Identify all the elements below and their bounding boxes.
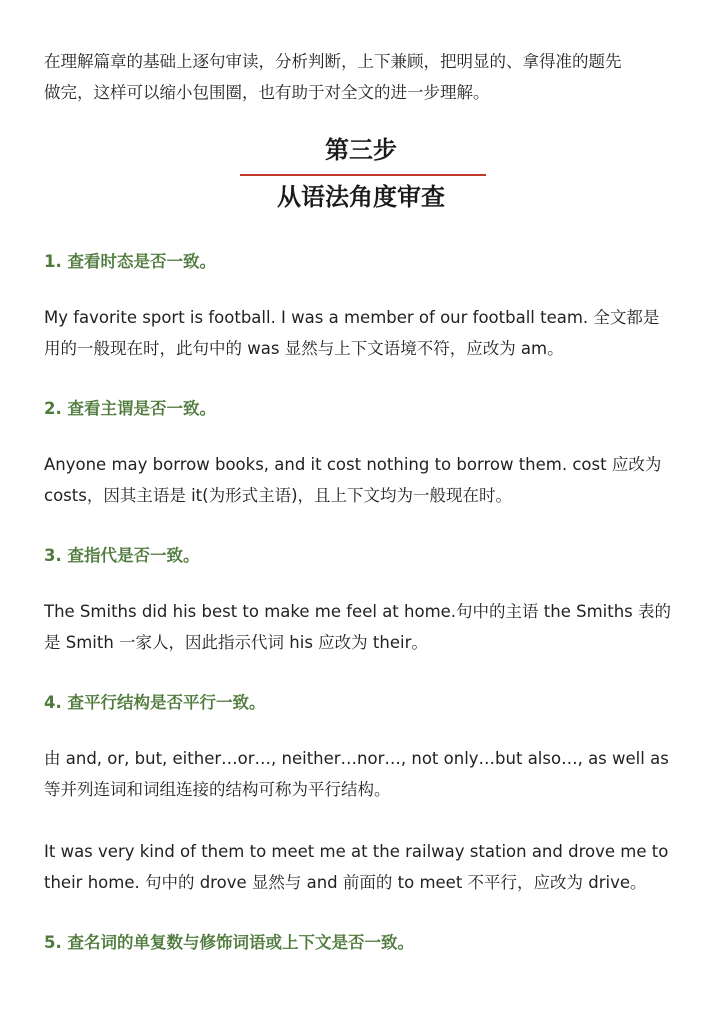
paragraph-line: their home. 句中的 drove 显然与 and 前面的 to meet 不平行，应改为 drive。 xyxy=(44,873,647,892)
section-3-paragraph xyxy=(44,596,678,658)
paragraph-line: costs，因其主语是 it(为形式主语)，且上下文均为一般现在时。 xyxy=(44,486,513,505)
paragraph-line: It was very kind of them to meet me at the railway station and drove me to xyxy=(44,842,669,861)
section-heading-3: 3. 查指代是否一致。 xyxy=(44,546,200,565)
step-title: 从语法角度审查 xyxy=(277,182,445,211)
intro-line: 做完，这样可以缩小包围圈，也有助于对全文的进一步理解。 xyxy=(44,83,490,102)
section-heading-1: 1. 查看时态是否一致。 xyxy=(44,252,216,271)
paragraph-line: 用的一般现在时，此句中的 was 显然与上下文语境不符，应改为 am。 xyxy=(44,339,564,358)
intro-line: 在理解篇章的基础上逐句审读，分析判断，上下兼顾，把明显的、拿得准的题先 xyxy=(44,52,622,71)
paragraph-line: 由 and, or, but, either…or…, neither…nor…, not only…but also…, as well as xyxy=(44,749,669,768)
section-2-paragraph xyxy=(44,449,678,511)
section-4-paragraph-2 xyxy=(44,836,678,898)
paragraph-line: Anyone may borrow books, and it cost nothing to borrow them. cost 应改为 xyxy=(44,455,662,474)
section-heading-5: 5. 查名词的单复数与修饰词语或上下文是否一致。 xyxy=(44,933,414,952)
step-label: 第三步 xyxy=(325,135,397,164)
section-1-paragraph xyxy=(44,302,678,364)
section-heading-4: 4. 查平行结构是否平行一致。 xyxy=(44,693,266,712)
section-heading-2: 2. 查看主谓是否一致。 xyxy=(44,399,216,418)
paragraph-line: 等并列连词和词组连接的结构可称为平行结构。 xyxy=(44,780,391,799)
intro-paragraph xyxy=(44,46,678,108)
paragraph-line: 是 Smith 一家人，因此指示代词 his 应改为 their。 xyxy=(44,633,428,652)
section-4-paragraph-1 xyxy=(44,743,678,805)
step-divider xyxy=(240,174,486,176)
paragraph-line: The Smiths did his best to make me feel at home.句中的主语 the Smiths 表的 xyxy=(44,602,672,621)
paragraph-line: My favorite sport is football. I was a member of our football team. 全文都是 xyxy=(44,308,660,327)
